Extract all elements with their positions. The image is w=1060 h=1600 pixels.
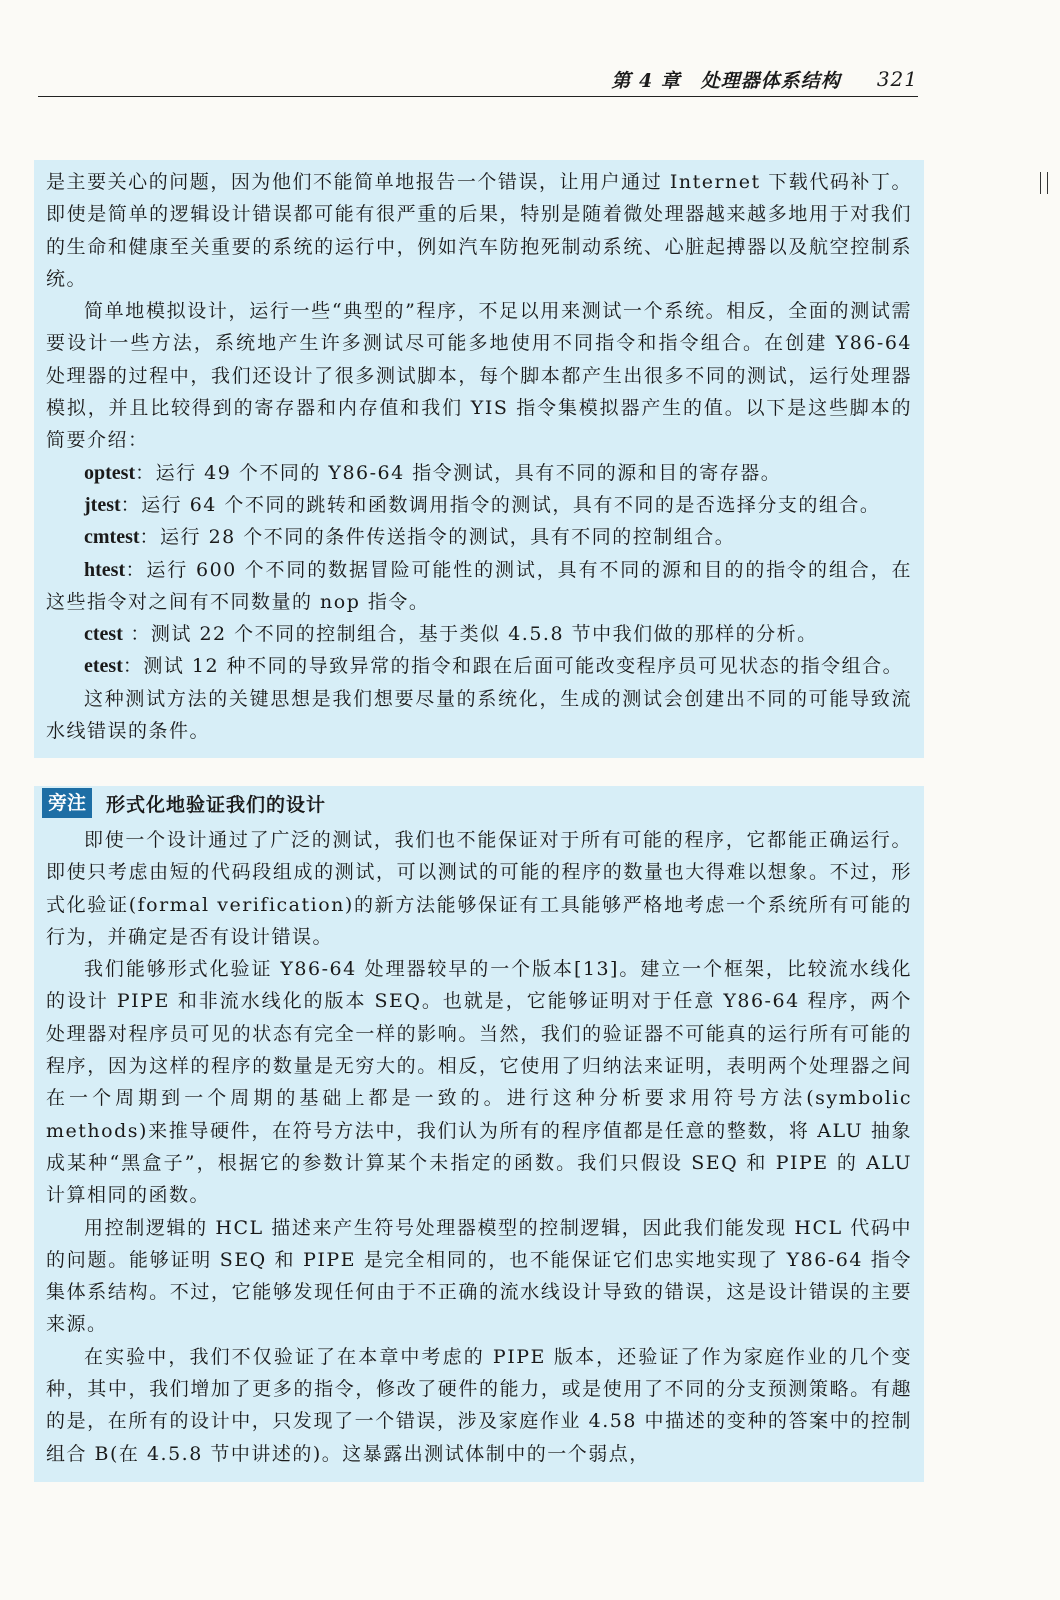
running-header: [38, 62, 918, 97]
script-sep: ：: [122, 623, 151, 646]
aside-paragraph: 我们能够形式化验证 Y86-64 处理器较早的一个版本[13]。建立一个框架，比较流水线化的设计 PIPE 和非流水线化的版本 SEQ。也就是，它能够证明对于任意 Y86-64 程序，两个处理器对程序员可见的状态有完全一样的影响。当然，我们的验证器不可能真的运行所有可能的程序，因为这样的程序的数量是无穷大的。相反，它使用了归纳法来证明，表明两个处理器之间在一个周期到一个周期的基础上都是一致的。进行这种分析要求用符号方法(symbolic methods)来推导硬件，在符号方法中，我们认为所有的程序值都是任意的整数，将 ALU 抽象成某种“黑盒子”，根据它的参数计算某个未指定的函数。我们只假设 SEQ 和 PIPE 的 ALU 计算相同的函数。: [46, 958, 912, 1207]
script-name: cmtest: [84, 526, 140, 549]
aside-box: [34, 786, 924, 1482]
continuation-paragraph: 是主要关心的问题，因为他们不能简单地报告一个错误，让用户通过 Internet 下载代码补丁。即使是简单的逻辑设计错误都可能有很严重的后果，特别是随着微处理器越来越多地用于对我们的生命和健康至关重要的系统的运行中，例如汽车防抱死制动系统、心脏起搏器以及航空控制系统。: [46, 171, 912, 290]
script-desc: 运行 28 个不同的条件传送指令的测试，具有不同的控制组合。: [160, 526, 736, 549]
script-sep: ：: [122, 655, 144, 678]
aside-paragraph: 即使一个设计通过了广泛的测试，我们也不能保证对于所有可能的程序，它都能正确运行。即使只考虑由短的代码段组成的测试，可以测试的可能的程序的数量也大得难以想象。不过，形式化验证(formal verification)的新方法能够保证有工具能够严格地考虑一个系统所有可能的行为，并确定是否有设计错误。: [46, 829, 912, 948]
script-desc: 运行 600 个不同的数据冒险可能性的测试，具有不同的源和目的的指令的组合，在这些指令对之间有不同数量的 nop 指令。: [46, 558, 912, 613]
aside-heading: [46, 786, 912, 820]
script-desc: 测试 22 个不同的控制组合，基于类似 4.5.8 节中我们做的那样的分析。: [150, 623, 818, 646]
script-desc: 测试 12 种不同的导致异常的指令和跟在后面可能改变程序员可见状态的指令组合。: [143, 655, 904, 678]
script-name: htest: [84, 558, 126, 581]
script-sep: ：: [120, 493, 142, 516]
margin-mark: [1040, 172, 1048, 194]
script-desc: 运行 64 个不同的跳转和函数调用指令的测试，具有不同的是否选择分支的组合。: [141, 493, 881, 516]
script-sep: ：: [139, 526, 161, 549]
script-item-jtest: [46, 489, 912, 521]
script-name: etest: [84, 655, 123, 678]
script-name: ctest: [84, 623, 123, 646]
conclusion-paragraph: 这种测试方法的关键思想是我们想要尽量的系统化，生成的测试会创建出不同的可能导致流水线错误的条件。: [46, 687, 912, 743]
script-sep: ：: [125, 558, 147, 581]
aside-title: 形式化地验证我们的设计: [106, 793, 327, 816]
script-name: optest: [84, 461, 136, 484]
page-number: 321: [876, 67, 918, 91]
script-item-etest: [46, 650, 912, 682]
script-item-htest: [46, 554, 912, 619]
chapter-title: 第 4 章 处理器体系结构: [611, 69, 841, 92]
script-item-ctest: [46, 618, 912, 650]
intro-paragraph: 简单地模拟设计，运行一些“典型的”程序，不足以用来测试一个系统。相反，全面的测试需要设计一些方法，系统地产生许多测试尽可能多地使用不同指令和指令组合。在创建 Y86-64 处理器的过程中，我们还设计了很多测试脚本，每个脚本都产生出很多不同的测试，运行处理器模拟，并且比较得到的寄存器和内存值和我们 YIS 指令集模拟器产生的值。以下是这些脚本的简要介绍：: [46, 300, 912, 452]
aside-paragraph: 在实验中，我们不仅验证了在本章中考虑的 PIPE 版本，还验证了作为家庭作业的几个变种，其中，我们增加了更多的指令，修改了硬件的能力，或是使用了不同的分支预测策略。有趣的是，在所有的设计中，只发现了一个错误，涉及家庭作业 4.58 中描述的变种的答案中的控制组合 B(在 4.5.8 节中讲述的)。这暴露出测试体制中的一个弱点，: [46, 1345, 912, 1465]
testing-section: [34, 160, 924, 758]
aside-badge: 旁注: [42, 788, 92, 818]
script-sep: ：: [135, 461, 156, 484]
script-desc: 运行 49 个不同的 Y86-64 指令测试，具有不同的源和目的寄存器。: [155, 461, 782, 484]
aside-paragraph: 用控制逻辑的 HCL 描述来产生符号处理器模型的控制逻辑，因此我们能发现 HCL 代码中的问题。能够证明 SEQ 和 PIPE 是完全相同的，也不能保证它们忠实地实现了 Y86-64 指令集体系结构。不过，它能够发现任何由于不正确的流水线设计导致的错误，这是设计错误的主要来源。: [46, 1216, 912, 1336]
script-item-cmtest: [46, 521, 912, 553]
script-item-optest: [46, 457, 912, 489]
script-name: jtest: [84, 493, 121, 516]
